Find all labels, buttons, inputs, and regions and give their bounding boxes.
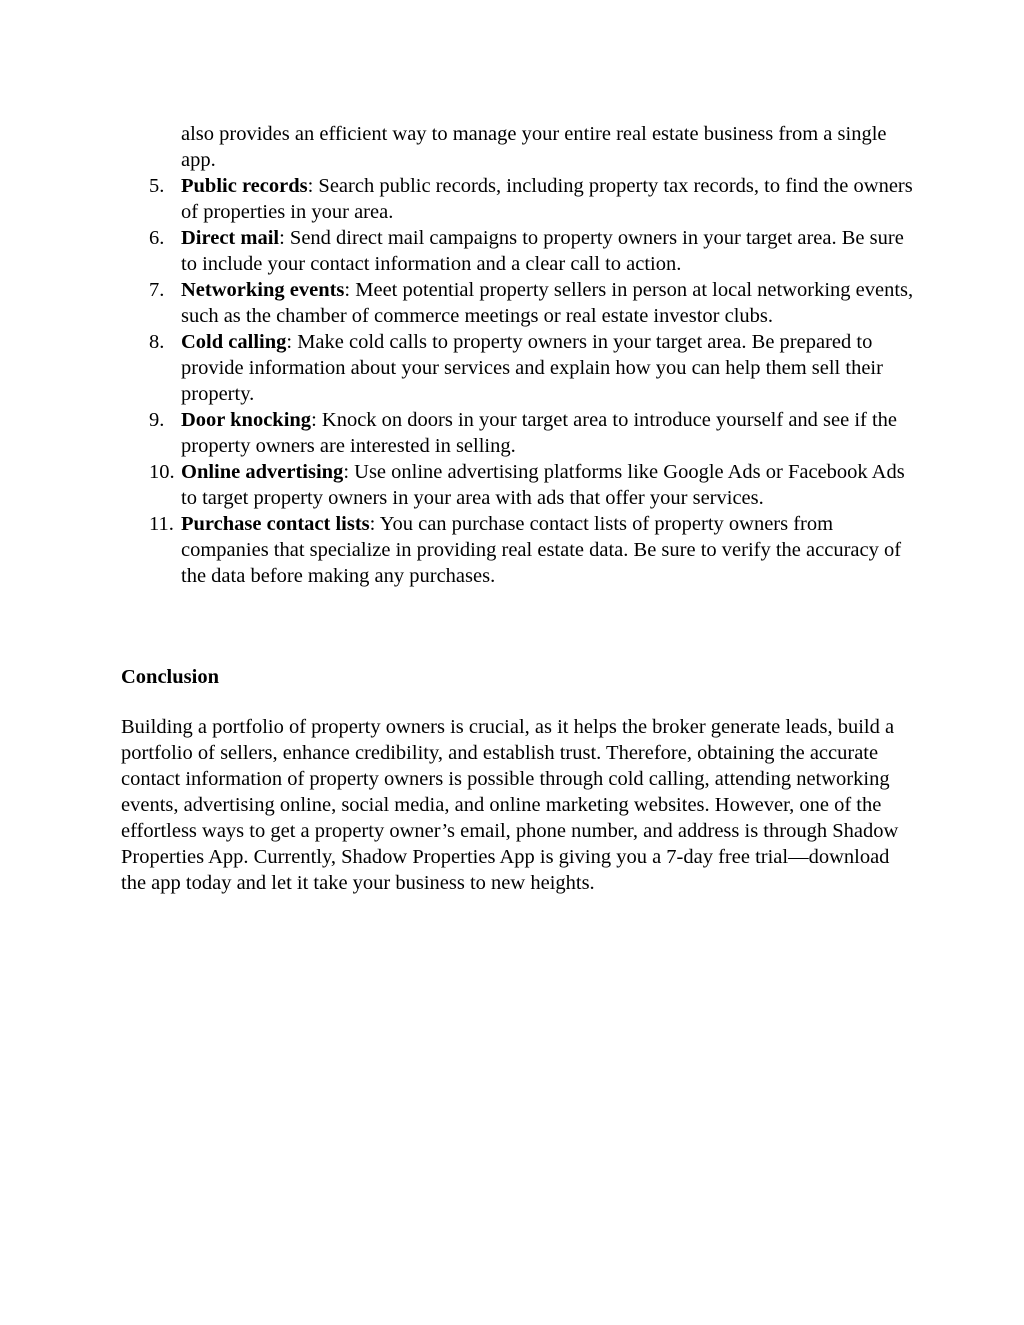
list-item bbox=[121, 459, 921, 511]
list-continuation-text: also provides an efficient way to manage your entire real estate business from a single app. bbox=[181, 123, 887, 171]
list-item-text: : Knock on doors in your target area to introduce yourself and see if the property owners are interested in selling. bbox=[181, 409, 898, 457]
list-item bbox=[121, 277, 921, 329]
list-item-text: : Use online advertising platforms like Google Ads or Facebook Ads to target property owners in your area with ads that offer your services. bbox=[181, 461, 905, 509]
list-item-term: Cold calling bbox=[181, 331, 287, 353]
list-item-term: Door knocking bbox=[181, 409, 312, 431]
list-item bbox=[121, 173, 921, 225]
list-item-term: Purchase contact lists bbox=[181, 513, 370, 535]
list-item-number: 11. bbox=[149, 513, 174, 535]
list-item bbox=[121, 511, 921, 589]
list-item-term: Networking events bbox=[181, 279, 345, 301]
list-item bbox=[121, 407, 921, 459]
list-item-number: 8. bbox=[149, 331, 165, 353]
list-item-text: : Search public records, including property tax records, to find the owners of properties in your area. bbox=[181, 175, 913, 223]
list-item-term: Direct mail bbox=[181, 227, 280, 249]
list-item-term: Online advertising bbox=[181, 461, 344, 483]
list-item-term: Public records bbox=[181, 175, 308, 197]
conclusion-paragraph: Building a portfolio of property owners is crucial, as it helps the broker generate leads, build a portfolio of sellers, enhance credibility, and establish trust. Therefore, obtaining the accurate contact information of property owners is possible through cold calling, attending networking events, advertising online, social media, and online marketing websites. However, one of the effortless ways to get a property owner’s email, phone number, and address is through Shadow Properties App. Currently, Shadow Properties App is giving you a 7-day free trial—download the app today and let it take your business to new heights. bbox=[121, 716, 899, 894]
list-item-text: : You can purchase contact lists of property owners from companies that specialize in providing real estate data. Be sure to verify the accuracy of the data before making any purchases. bbox=[181, 513, 902, 587]
numbered-list bbox=[121, 173, 921, 589]
list-item-text: : Send direct mail campaigns to property owners in your target area. Be sure to include your contact information and a clear call to action. bbox=[181, 227, 904, 275]
list-item-number: 7. bbox=[149, 279, 165, 301]
list-item-number: 5. bbox=[149, 175, 165, 197]
list-item-number: 10. bbox=[149, 461, 175, 483]
list-item-text: : Make cold calls to property owners in your target area. Be prepared to provide information about your services and explain how you can help them sell their property. bbox=[181, 331, 883, 405]
list-item-number: 6. bbox=[149, 227, 165, 249]
list-item-number: 9. bbox=[149, 409, 165, 431]
list-item bbox=[121, 329, 921, 407]
list-item-text: : Meet potential property sellers in person at local networking events, such as the chamber of commerce meetings or real estate investor clubs. bbox=[181, 279, 914, 327]
list-item bbox=[121, 225, 921, 277]
conclusion-heading: Conclusion bbox=[121, 666, 219, 688]
